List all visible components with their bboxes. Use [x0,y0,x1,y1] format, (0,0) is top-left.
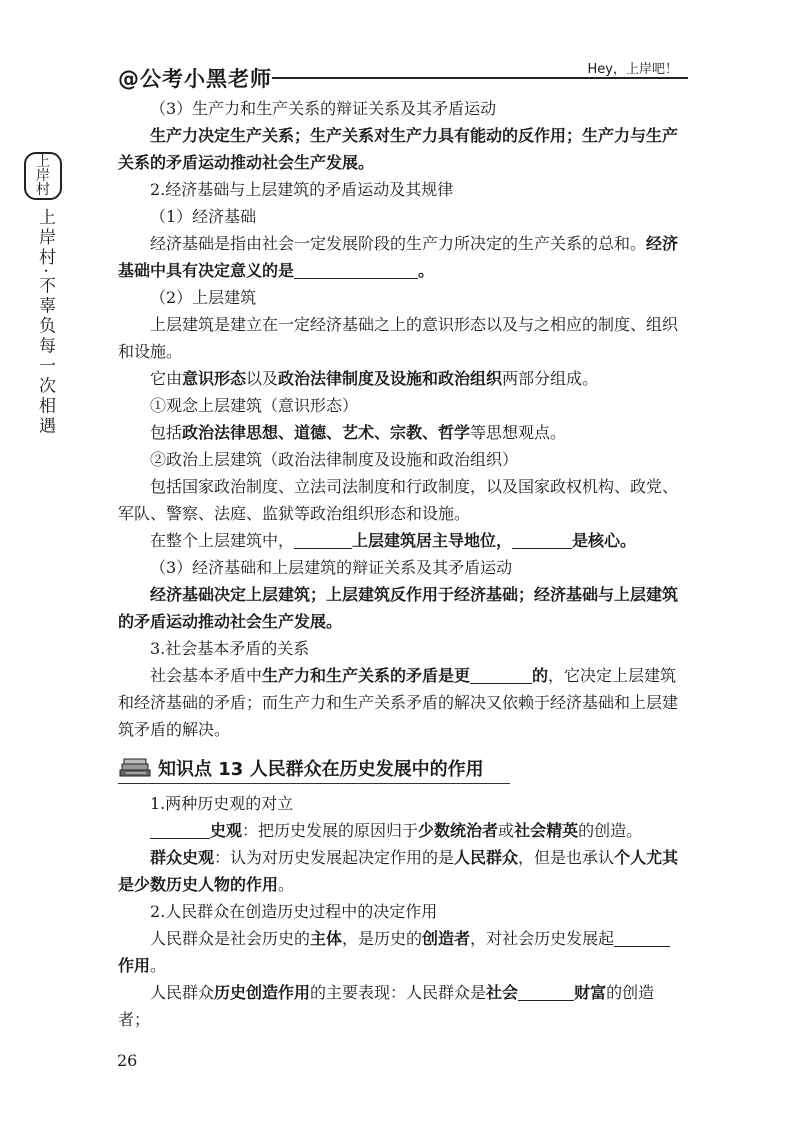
paragraph: 生产力决定生产关系；生产关系对生产力具有能动的反作用；生产力与生产关系的矛盾运动推动社会生产发展。 [118,126,679,172]
paragraph: 人民群众是社会历史的主体，是历史的创造者，对社会历史发展起作用。 [118,925,684,979]
paragraph: （3）经济基础和上层建筑的辩证关系及其矛盾运动 [150,558,513,577]
header-slogan: Hey，上岸吧！ [587,62,678,77]
fill-blank [470,665,532,684]
paragraph: 群众史观：认为对历史发展起决定作用的是人民群众，但是也承认个人尤其是少数历史人物的作用。 [118,848,679,894]
paragraph: 经济基础决定上层建筑；上层建筑反作用于经济基础；经济基础与上层建筑的矛盾运动推动社会生产发展。 [118,585,679,631]
heading-2: 3.社会基本矛盾的关系 [150,639,310,658]
seal-stamp: 上 岸 村 [24,152,62,200]
fill-blank [294,530,352,549]
page-number: 26 [117,1051,138,1070]
fill-blank [150,820,210,839]
books-icon [118,757,152,779]
paragraph: （2）上层建筑 [150,288,257,307]
paragraph: 史观：把历史发展的原因归于少数统治者或社会精英的创造。 [118,817,684,844]
paragraph: （3）生产力和生产关系的辩证关系及其矛盾运动 [150,99,497,118]
fill-blank [614,928,670,947]
paragraph: ②政治上层建筑（政治法律制度及设施和政治组织） [150,450,519,469]
paragraph: 包括国家政治制度、立法司法制度和行政制度，以及国家政权机构、政党、军队、警察、法庭、监狱等政治组织形态和设施。 [118,477,679,523]
paragraph: 社会基本矛盾中生产力和生产关系的矛盾是更 的，它决定上层建筑和经济基础的矛盾；而生产力和生产关系矛盾的解决又依赖于经济基础和上层建筑矛盾的解决。 [118,666,679,739]
paragraph: ①观念上层建筑（意识形态） [150,396,359,415]
heading-2: 2.人民群众在创造历史过程中的决定作用 [150,902,438,921]
paragraph: 上层建筑是建立在一定经济基础之上的意识形态以及与之相应的制度、组织和设施。 [118,315,679,361]
paragraph: 包括政治法律思想、道德、艺术、宗教、哲学等思想观点。 [150,423,567,442]
header-author: @公考小黑老师 [118,67,272,91]
header-rule [272,77,688,79]
side-motto: 上岸村·不辜负每一次相遇 [35,208,55,437]
paragraph: 它由意识形态以及政治法律制度及设施和政治组织两部分组成。 [150,369,599,388]
page-content [118,95,684,1033]
fill-blank [518,982,574,1001]
heading-2: 2.经济基础与上层建筑的矛盾运动及其规律 [150,180,454,199]
fill-blank [512,530,572,549]
fill-blank [294,260,418,279]
paragraph: 在整个上层建筑中， 上层建筑居主导地位， 是核心。 [150,531,637,550]
section-title: 知识点 13 人民群众在历史发展中的作用 [158,759,484,780]
heading-2: 1.两种历史观的对立 [150,794,294,813]
section-heading [118,753,510,784]
paragraph: 人民群众历史创造作用的主要表现：人民群众是社会 财富的创造者； [118,983,655,1029]
paragraph: 经济基础是指由社会一定发展阶段的生产力所决定的生产关系的总和。经济基础中具有决定意义的是 。 [118,234,679,280]
paragraph: （1）经济基础 [150,207,257,226]
